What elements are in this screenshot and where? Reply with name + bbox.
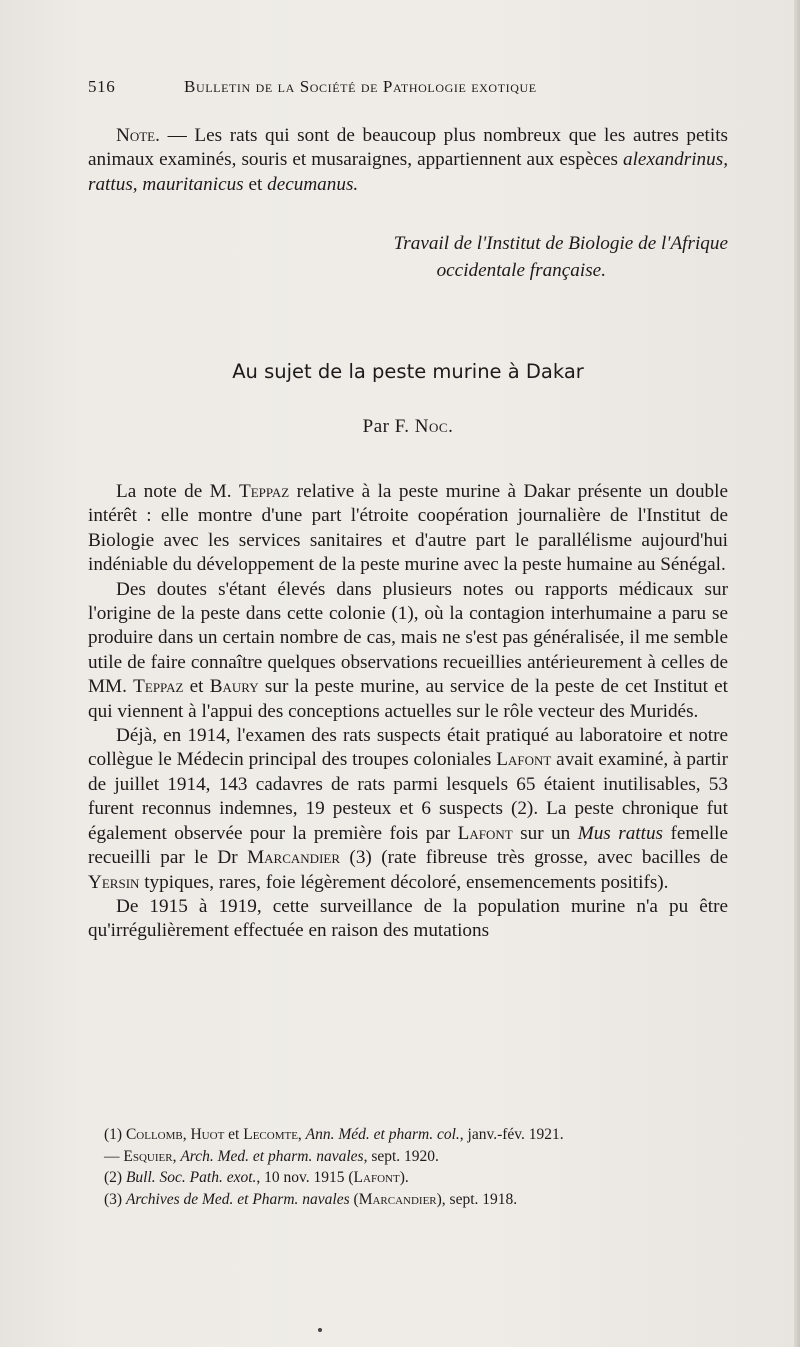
fn1-journal: Ann. Méd. et pharm. col. [305, 1126, 460, 1143]
note-text-2: et [243, 173, 268, 195]
article-title: Au sujet de la peste murine à Dakar [232, 360, 584, 383]
fn3-date: ), sept. 1918. [436, 1190, 518, 1208]
footnotes [88, 1124, 728, 1210]
fn1-dash: — [104, 1147, 124, 1165]
fn2-close: ). [399, 1169, 409, 1186]
p1-text-2: relative à la peste murine à Dakar présente un double intérêt : elle montre d'une part l'étroite coopération journalière de l'Institut de Biologie avec les services sanitaires et d'autre part le parallélisme aujourd'hui indéniable du développement de la peste murine avec la peste humaine au Sénégal. [88, 481, 728, 576]
fn2-number: (2) [104, 1169, 126, 1186]
fn2-author: Lafont [353, 1169, 400, 1186]
p2-name-2: Baury [209, 676, 259, 698]
p3-text: Déjà, en 1914, l'examen des rats suspects était pratiqué au laboratoire et notre collègue le Médecin principal des troupes coloniales [88, 725, 728, 771]
note-species-2: decumanus. [267, 173, 359, 195]
credit-line-1: Travail de l'Institut de Biologie de l'Afrique [393, 233, 728, 254]
fn3-author: Marcandier [358, 1190, 437, 1208]
p3-name-2: Lafont [457, 822, 513, 844]
fn3-open: ( [349, 1190, 359, 1208]
running-header [88, 77, 728, 101]
note-paragraph [88, 124, 728, 197]
p3-name-3: Marcandier [247, 847, 341, 869]
footnote-2 [88, 1167, 728, 1189]
fn1-author-2: Lecomte [243, 1126, 298, 1143]
page-number: 516 [88, 77, 116, 96]
author-name: Noc. [414, 416, 454, 437]
paragraph-4 [88, 895, 728, 944]
footnote-1 [88, 1124, 728, 1167]
paragraph-3 [88, 724, 728, 895]
fn1-sep-2: , [172, 1147, 181, 1165]
footnote-3 [88, 1189, 728, 1211]
p2-text-2: et [183, 676, 210, 698]
fn1-author-3: Esquier [123, 1147, 173, 1165]
p2-text-3: sur la peste murine, au service de la peste de cet Institut et qui viennent à l'appui des conceptions actuelles sur le rôle vecteur des Muridés. [88, 676, 728, 722]
fn3-journal: Archives de Med. et Pharm. navales [125, 1190, 350, 1208]
paragraph-1 [88, 480, 728, 578]
p3-species: Mus rattus [577, 822, 664, 844]
p3-text-2: avait examiné, à partir de juillet 1914, 143 cadavres de rats parmi lesquels 65 étaient inutilisables, 53 furent reconnus indemnes, 19 pesteux et 6 suspects (2). La peste chronique fut également observée pour la première fois par [88, 749, 728, 844]
p3-text-4: femelle recueilli par le Dr [88, 822, 728, 869]
fn1-text: et [224, 1126, 244, 1143]
article-body [88, 480, 728, 944]
fn1-number: (1) [104, 1126, 126, 1143]
paragraph-2 [88, 578, 728, 724]
fn1-date: , janv.-fév. 1921. [459, 1126, 564, 1143]
note-species: alexandrinus, rattus, mauritanicus [88, 149, 728, 195]
p3-text-3: sur un [512, 822, 578, 844]
p3-name: Lafont [496, 749, 552, 771]
p1-name: Teppaz [238, 481, 290, 502]
byline [88, 416, 728, 438]
running-title: Bulletin de la Société de Pathologie exotique [184, 77, 537, 96]
fn1-journal-2: Arch. Med. et pharm. navales [180, 1147, 364, 1165]
note-label: Note. [116, 125, 160, 146]
fn1-sep: , [297, 1126, 306, 1143]
p2-text: Des doutes s'étant élevés dans plusieurs notes ou rapports médicaux sur l'origine de la peste dans cette colonie (1), où la contagion interhumaine a paru se produire dans un certain nombre de cas, mais ne s'est pas généralisée, il me semble utile de faire connaître quelques observations recueillies antérieurement à celles de MM. [88, 578, 728, 698]
fn2-date: , 10 nov. 1915 ( [256, 1169, 354, 1186]
credit-line-2: occidentale française. [436, 260, 606, 281]
page-edge [794, 0, 800, 1347]
page-speck [318, 1328, 322, 1332]
fn3-number: (3) [104, 1190, 126, 1208]
byline-prefix: Par F. [362, 416, 415, 437]
p4-text: De 1915 à 1919, cette surveillance de la population murine n'a pu être qu'irrégulièrement effectuée en raison des mutations [88, 895, 728, 942]
fn1-date-2: , sept. 1920. [363, 1147, 439, 1165]
p2-name: Teppaz [133, 676, 184, 698]
note-text: — Les rats qui sont de beaucoup plus nombreux que les autres petits animaux examinés, souris et musaraignes, appartiennent aux espèces [88, 125, 728, 171]
p3-text-5: (3) (rate fibreuse très grosse, avec bacilles de [340, 847, 729, 869]
institution-credit [88, 230, 728, 284]
p1-text: La note de M. [116, 481, 239, 502]
fn1-authors: Collomb, Huot [125, 1126, 225, 1143]
p3-name-4: Yersin [88, 871, 140, 893]
p3-text-6: typiques, rares, foie légèrement décoloré, ensemencements positifs). [139, 871, 669, 893]
fn2-journal: Bull. Soc. Path. exot. [125, 1169, 257, 1186]
